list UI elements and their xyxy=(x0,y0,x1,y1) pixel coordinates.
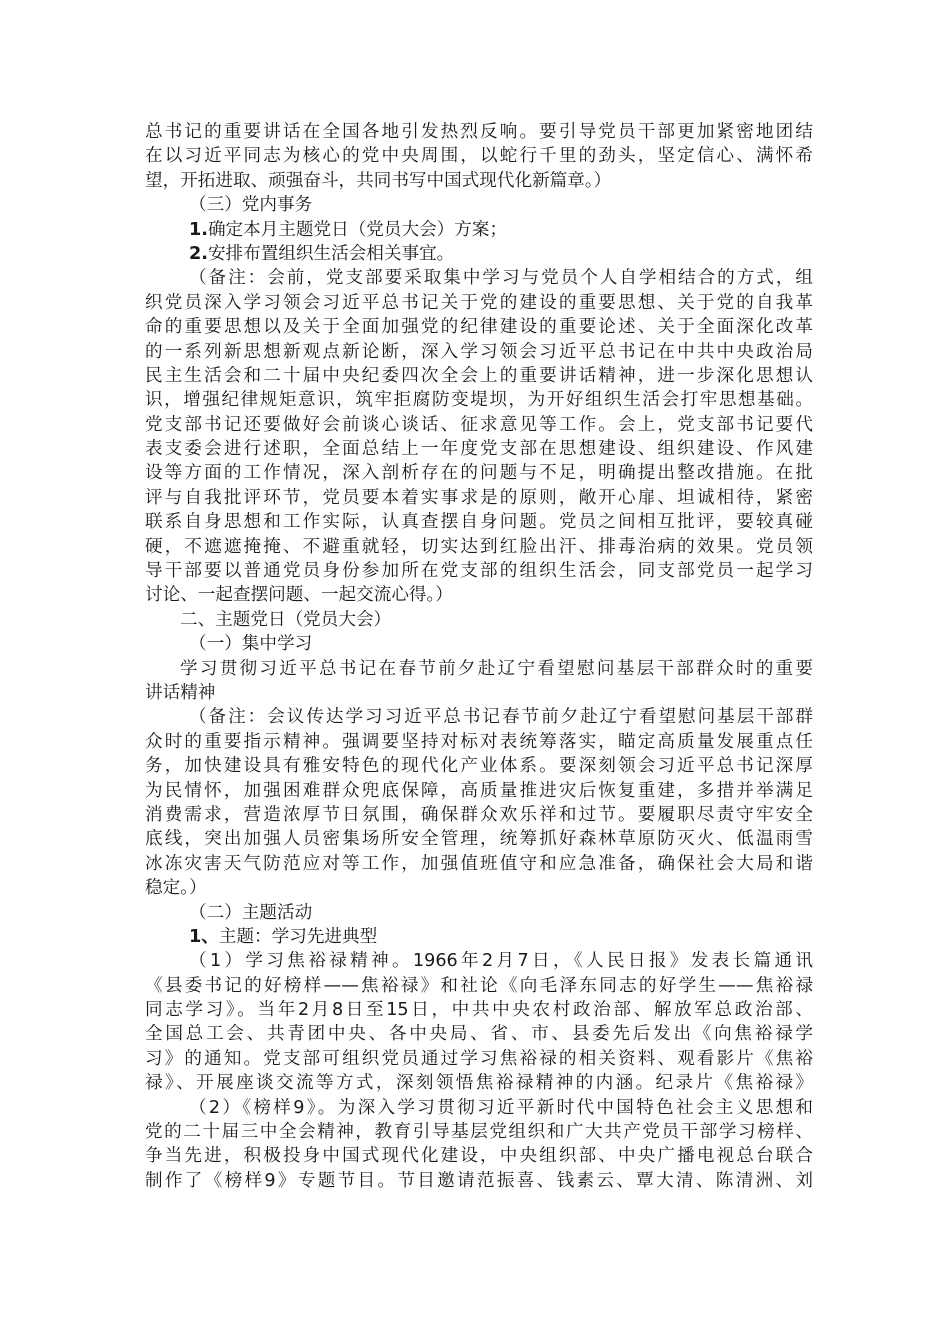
paragraph-line: 硬，不遮遮掩掩、不避重就轻，切实达到红脸出汗、排毒治病的效果。党员领 xyxy=(145,536,813,557)
paragraph-line: （备注：会议传达学习习近平总书记春节前夕赴辽宁看望慰问基层干部群 xyxy=(189,707,813,728)
paragraph-line: 习》的通知。党支部可组织党员通过学习焦裕禄的相关资料、观看影片《焦裕 xyxy=(145,1048,813,1069)
paragraph-line: 民主生活会和二十届中央纪委四次全会上的重要讲话精神，进一步深化思想认 xyxy=(145,365,813,386)
paragraph-line: （1）学习焦裕禄精神。1966年2月7日，《人民日报》发表长篇通讯 xyxy=(189,951,813,972)
list-item-text: 确定本月主题党日（党员大会）方案； xyxy=(207,219,508,240)
paragraph-line: （2）《榜样9》。为深入学习贯彻习近平新时代中国特色社会主义思想和 xyxy=(189,1097,813,1118)
list-number: 1、 xyxy=(189,926,219,947)
section-heading: （一）集中学习 xyxy=(189,634,313,655)
paragraph-line: 命的重要思想以及关于全面加强党的纪律建设的重要论述、关于全面深化改革 xyxy=(145,317,813,338)
paragraph-line: 同志学习》。当年2月8日至15日，中共中央农村政治部、解放军总政治部、 xyxy=(145,1000,813,1021)
list-item xyxy=(145,925,813,949)
list-item-text: 安排布置组织生活会相关事宜。 xyxy=(207,243,455,264)
paragraph-line: 望，开拓进取、顽强奋斗，共同书写中国式现代化新篇章。） xyxy=(145,170,612,191)
paragraph-line: 众时的重要指示精神。强调要坚持对标对表统筹落实，瞄定高质量发展重点任 xyxy=(145,731,813,752)
section-heading: 二、主题党日（党员大会） xyxy=(180,609,392,630)
paragraph-line: 讲话精神 xyxy=(145,682,216,703)
paragraph-line: 设等方面的工作情况，深入剖析存在的问题与不足，明确提出整改措施。在批 xyxy=(145,463,813,484)
paragraph-line: 党的二十届三中全会精神，教育引导基层党组织和广大共产党员干部学习榜样、 xyxy=(145,1122,813,1143)
paragraph-line: 冰冻灾害天气防范应对等工作，加强值班值守和应急准备，确保社会大局和谐 xyxy=(145,853,813,874)
paragraph-line: 争当先进，积极投身中国式现代化建设，中央组织部、中央广播电视总台联合 xyxy=(145,1146,813,1167)
paragraph-line: 总书记的重要讲话在全国各地引发热烈反响。要引导党员干部更加紧密地团结 xyxy=(145,122,813,142)
paragraph-line: 禄》、开展座谈交流等方式，深刻领悟焦裕禄精神的内涵。纪录片《焦裕禄》 xyxy=(145,1073,813,1094)
paragraph-line: 全国总工会、共青团中央、各中央局、省、市、县委先后发出《向焦裕禄学 xyxy=(145,1024,813,1045)
paragraph-line: 导干部要以普通党员身份参加所在党支部的组织生活会，同支部党员一起学习 xyxy=(145,561,813,582)
list-number: 2. xyxy=(189,243,208,264)
list-number: 1. xyxy=(189,219,208,240)
paragraph-line: 识，增强纪律规矩意识，筑牢拒腐防变堤坝，为开好组织生活会打牢思想基础。 xyxy=(145,390,813,411)
paragraph-line: 的一系列新思想新观点新论断，深入学习领会习近平总书记在中共中央政治局 xyxy=(145,341,813,362)
list-item xyxy=(145,218,813,242)
paragraph-line: 《县委书记的好榜样——焦裕禄》和社论《向毛泽东同志的好学生——焦裕禄 xyxy=(145,975,813,996)
paragraph-line: 学习贯彻习近平总书记在春节前夕赴辽宁看望慰问基层干部群众时的重要 xyxy=(180,658,813,679)
paragraph-line: 底线，突出加强人员密集场所安全管理，统筹抓好森林草原防灭火、低温雨雪 xyxy=(145,829,813,850)
paragraph-line: 消费需求，营造浓厚节日氛围，确保群众欢乐祥和过节。要履职尽责守牢安全 xyxy=(145,804,813,825)
paragraph-line: 为民情怀，加强困难群众兜底保障，高质量推进灾后恢复重建，多措并举满足 xyxy=(145,780,813,801)
paragraph-line: 织党员深入学习领会习近平总书记关于党的建设的重要思想、关于党的自我革 xyxy=(145,292,813,313)
paragraph-line: 制作了《榜样9》专题节目。节目邀请范振喜、钱素云、覃大清、陈清洲、刘 xyxy=(145,1170,813,1191)
section-heading: （二）主题活动 xyxy=(189,902,313,923)
list-item-text: 主题：学习先进典型 xyxy=(218,926,378,947)
paragraph-line: 评与自我批评环节，党员要本着实事求是的原则，敞开心扉、坦诚相待，紧密 xyxy=(145,487,813,508)
section-heading: （三）党内事务 xyxy=(189,195,313,216)
list-item xyxy=(145,242,813,266)
paragraph-line: 在以习近平同志为核心的党中央周围，以蛇行千里的劲头，坚定信心、满怀希 xyxy=(145,146,813,167)
paragraph-line: 讨论、一起查摆问题、一起交流心得。） xyxy=(145,585,453,606)
document-page xyxy=(145,120,813,1193)
paragraph-line: 务，加快建设具有雅安特色的现代化产业体系。要深刻领会习近平总书记深厚 xyxy=(145,756,813,777)
paragraph-line: 党支部书记还要做好会前谈心谈话、征求意见等工作。会上，党支部书记要代 xyxy=(145,414,813,435)
paragraph-line: 联系自身思想和工作实际，认真查摆自身问题。党员之间相互批评，要较真碰 xyxy=(145,512,813,533)
paragraph-line: 表支委会进行述职，全面总结上一年度党支部在思想建设、组织建设、作风建 xyxy=(145,439,813,460)
paragraph-line: （备注：会前，党支部要采取集中学习与党员个人自学相结合的方式，组 xyxy=(189,268,813,289)
paragraph-line: 稳定。） xyxy=(145,878,207,899)
